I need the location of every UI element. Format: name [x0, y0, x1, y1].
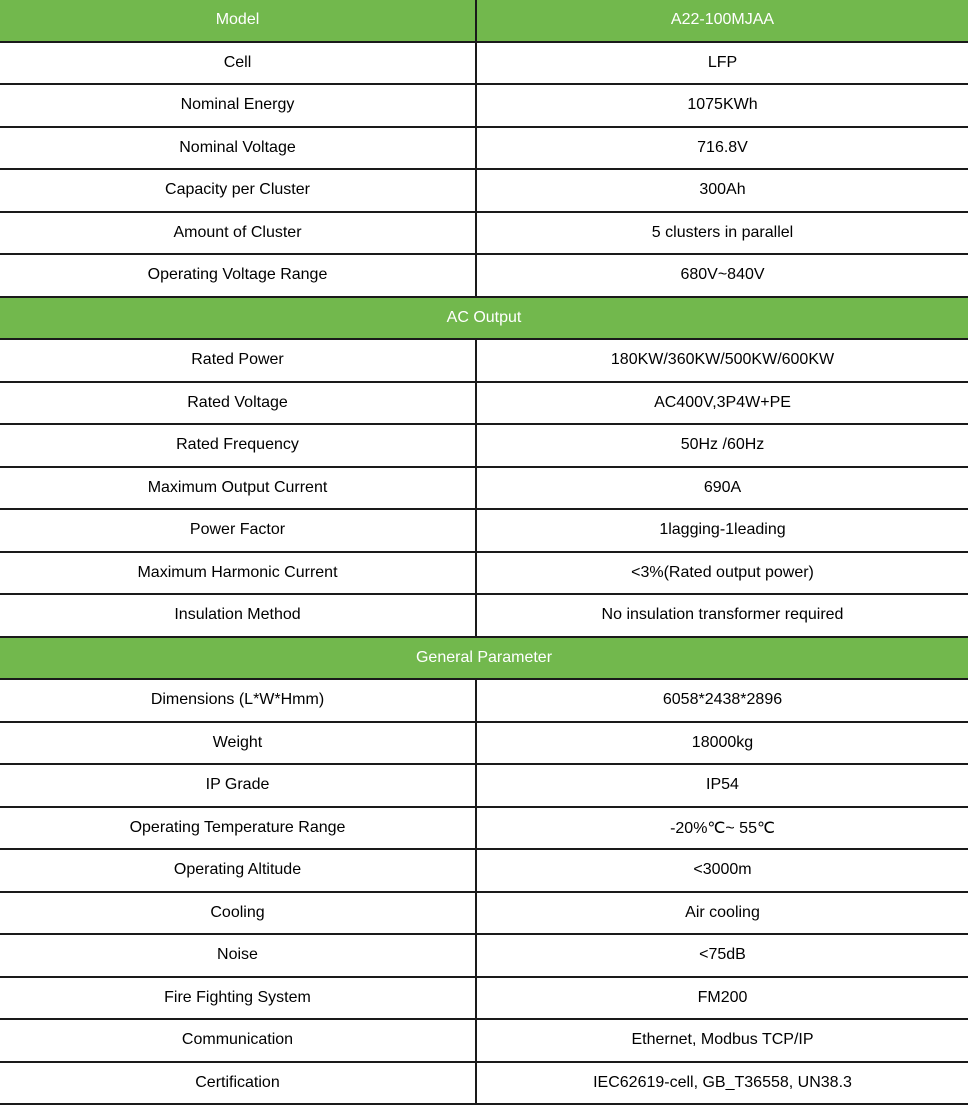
spec-label: Amount of Cluster: [0, 213, 477, 254]
spec-label: Rated Power: [0, 340, 477, 381]
spec-label: Capacity per Cluster: [0, 170, 477, 211]
table-row: [0, 340, 968, 383]
spec-label: Operating Temperature Range: [0, 808, 477, 849]
spec-value: 50Hz /60Hz: [680, 436, 765, 454]
spec-value: No insulation transformer required: [601, 606, 844, 624]
table-row: [0, 213, 968, 256]
table-row: [0, 1063, 968, 1106]
spec-value: -20%℃~ 55℃: [670, 819, 775, 837]
spec-value: 5 clusters in parallel: [651, 223, 794, 241]
table-row: [0, 128, 968, 171]
table-row: [0, 1020, 968, 1063]
spec-value: FM200: [697, 988, 748, 1006]
table-row: [0, 85, 968, 128]
spec-label: Nominal Voltage: [0, 128, 477, 169]
spec-value: <3%(Rated output power): [631, 563, 814, 581]
spec-value: 716.8V: [697, 138, 748, 156]
spec-value: <3000m: [693, 861, 752, 879]
spec-label: Communication: [0, 1020, 477, 1061]
spec-value: <75dB: [699, 946, 746, 964]
spec-label: Rated Voltage: [0, 383, 477, 424]
section-title: General Parameter: [415, 648, 553, 666]
section-title: AC Output: [446, 308, 522, 326]
table-row: [0, 978, 968, 1021]
table-row: [0, 808, 968, 851]
spec-label: Insulation Method: [0, 595, 477, 636]
spec-value: IEC62619-cell, GB_T36558, UN38.3: [593, 1073, 852, 1091]
spec-label: Noise: [0, 935, 477, 976]
spec-value: 300Ah: [699, 181, 746, 199]
table-row: [0, 723, 968, 766]
table-row: [0, 680, 968, 723]
spec-value: 690A: [703, 478, 742, 496]
table-row: [0, 765, 968, 808]
table-row: [0, 43, 968, 86]
spec-label: Cell: [0, 43, 477, 84]
spec-label: IP Grade: [0, 765, 477, 806]
spec-label: Weight: [0, 723, 477, 764]
spec-label: Rated Frequency: [0, 425, 477, 466]
spec-value: AC400V,3P4W+PE: [654, 393, 791, 411]
spec-value: LFP: [707, 53, 738, 71]
table-row: [0, 893, 968, 936]
spec-value: 1075KWh: [687, 96, 758, 114]
spec-label: Operating Altitude: [0, 850, 477, 891]
table-row: [0, 170, 968, 213]
table-row: [0, 553, 968, 596]
table-row: [0, 510, 968, 553]
table-row: [0, 935, 968, 978]
spec-value: 680V~840V: [680, 266, 765, 284]
spec-label: Cooling: [0, 893, 477, 934]
spec-value: Ethernet, Modbus TCP/IP: [631, 1031, 814, 1049]
spec-value: IP54: [706, 776, 739, 794]
spec-label: Nominal Energy: [0, 85, 477, 126]
spec-label: Model: [0, 0, 477, 41]
spec-label: Certification: [0, 1063, 477, 1104]
section-header: [0, 298, 968, 341]
table-row: [0, 595, 968, 638]
spec-label: Dimensions (L*W*Hmm): [0, 680, 477, 721]
spec-value: 18000kg: [691, 733, 754, 751]
spec-label: Operating Voltage Range: [0, 255, 477, 296]
table-row: [0, 383, 968, 426]
spec-value: 1lagging-1leading: [659, 521, 786, 539]
spec-label: Fire Fighting System: [0, 978, 477, 1019]
table-row: [0, 850, 968, 893]
spec-label: Power Factor: [0, 510, 477, 551]
spec-label: Maximum Harmonic Current: [0, 553, 477, 594]
spec-value: Air cooling: [685, 903, 760, 921]
table-row: [0, 255, 968, 298]
model-header-row: [0, 0, 968, 43]
table-row: [0, 468, 968, 511]
table-row: [0, 425, 968, 468]
spec-value: 6058*2438*2896: [662, 691, 783, 709]
spec-value: A22-100MJAA: [670, 11, 775, 29]
section-header: [0, 638, 968, 681]
spec-value: 180KW/360KW/500KW/600KW: [610, 351, 835, 369]
spec-label: Maximum Output Current: [0, 468, 477, 509]
